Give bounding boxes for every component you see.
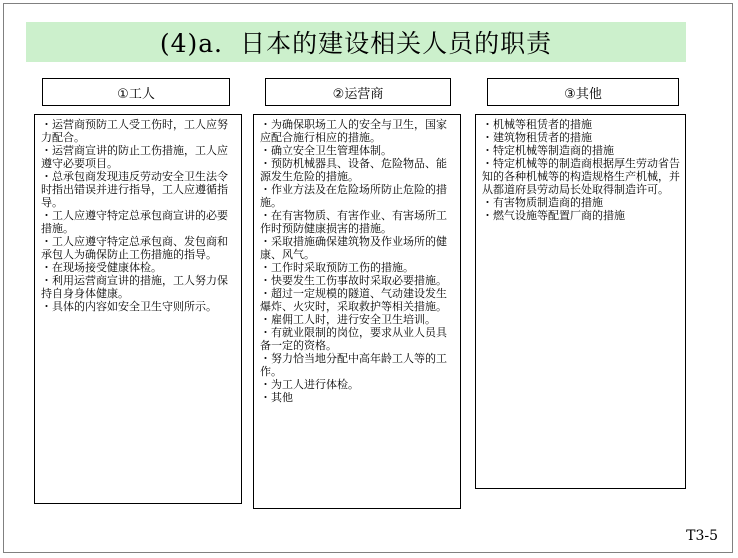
list-item: ・ 为工人进行体检。 <box>260 378 456 391</box>
list-item: ・ 为确保职场工人的安全与卫生，国家应配合施行相应的措施。 <box>260 118 456 144</box>
list-item: ・ 超过一定规模的隧道、气动建设发生爆炸、火灾时，采取救护等相关措施。 <box>260 287 456 313</box>
title-band <box>26 22 686 62</box>
list-item: ・ 采取措施确保建筑物及作业场所的健康、风气。 <box>260 235 456 261</box>
list-item: ・ 其他 <box>260 391 456 404</box>
list-item: ・ 运营商预防工人受工伤时，工人应努力配合。 <box>41 118 237 144</box>
list-item: ・ 特定机械等的制造商根据厚生劳动省告知的各种机械等的构造规格生产机械，并从都道府县劳动局长处取得制造许可。 <box>482 157 681 196</box>
list-item: ・ 特定机械等制造商的措施 <box>482 144 681 157</box>
column-header-others <box>487 78 679 106</box>
list-item: ・ 利用运营商宣讲的措施，工人努力保持自身身体健康。 <box>41 274 237 300</box>
list-item: ・ 预防机械器具、设备、危险物品、能源发生危险的措施。 <box>260 157 456 183</box>
column-header-label: ①工人 <box>117 86 155 102</box>
list-item: ・ 确立安全卫生管理体制。 <box>260 144 456 157</box>
list-item: ・ 有害物质制造商的措施 <box>482 196 681 209</box>
list-item: ・ 有就业限制的岗位，要求从业人员具备一定的资格。 <box>260 326 456 352</box>
list-item: ・ 工人应遵守特定总承包商宣讲的必要措施。 <box>41 209 237 235</box>
list-item: ・ 具体的内容如安全卫生守则所示。 <box>41 300 237 313</box>
column-header-operators <box>265 78 451 106</box>
column-box-workers <box>34 114 242 504</box>
responsibility-list <box>41 118 237 313</box>
list-item: ・ 在有害物质、有害作业、有害场所工作时预防健康损害的措施。 <box>260 209 456 235</box>
column-box-operators <box>253 114 461 509</box>
responsibility-list <box>260 118 456 404</box>
page-title: (4)a．日本的建设相关人员的职责 <box>159 29 553 58</box>
list-item: ・ 作业方法及在危险场所防止危险的措施。 <box>260 183 456 209</box>
list-item: ・ 在现场接受健康体检。 <box>41 261 237 274</box>
list-item: ・ 燃气设施等配置厂商的措施 <box>482 209 681 222</box>
page-code: T3-5 <box>686 528 718 544</box>
list-item: ・ 努力恰当地分配中高年龄工人等的工作。 <box>260 352 456 378</box>
column-header-workers <box>42 78 230 106</box>
column-box-others <box>475 114 686 489</box>
list-item: ・ 工人应遵守特定总承包商、发包商和承包人为确保防止工伤措施的指导。 <box>41 235 237 261</box>
responsibility-list <box>482 118 681 222</box>
list-item: ・ 总承包商发现违反劳动安全卫生法令时指出错误并进行指导，工人应遵循指导。 <box>41 170 237 209</box>
list-item: ・ 机械等租赁者的措施 <box>482 118 681 131</box>
list-item: ・ 快要发生工伤事故时采取必要措施。 <box>260 274 456 287</box>
column-header-label: ③其他 <box>564 86 602 102</box>
list-item: ・ 雇佣工人时，进行安全卫生培训。 <box>260 313 456 326</box>
list-item: ・ 运营商宣讲的防止工伤措施，工人应遵守必要项目。 <box>41 144 237 170</box>
column-header-label: ②运营商 <box>332 86 384 102</box>
list-item: ・ 工作时采取预防工伤的措施。 <box>260 261 456 274</box>
list-item: ・ 建筑物租赁者的措施 <box>482 131 681 144</box>
